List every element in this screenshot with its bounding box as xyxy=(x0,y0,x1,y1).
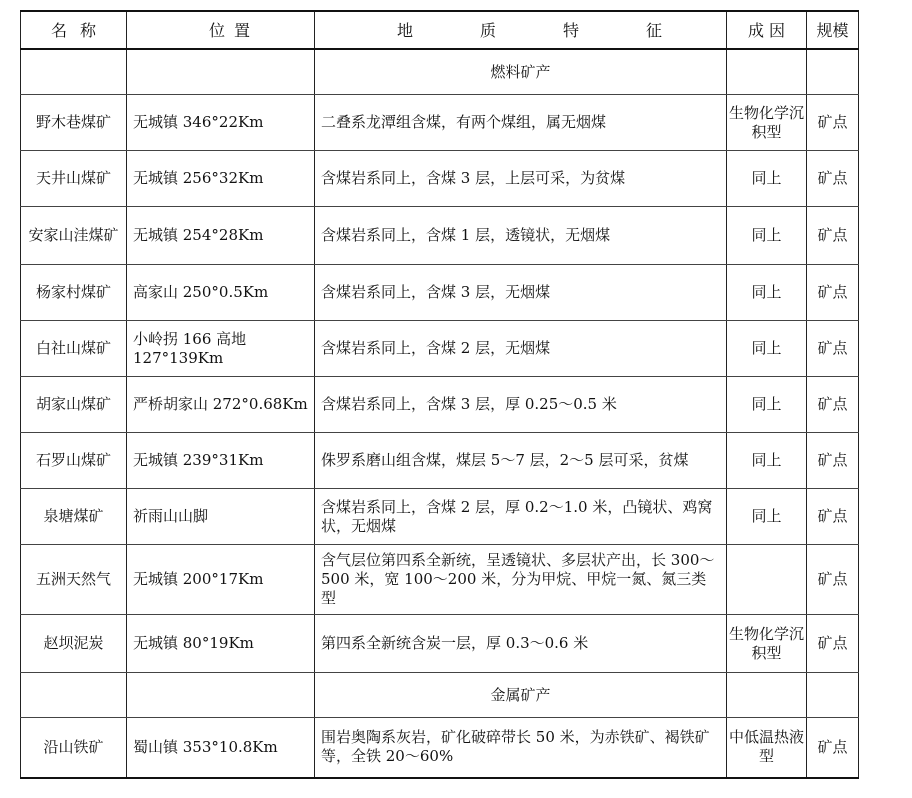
cell-name: 杨家村煤矿 xyxy=(21,265,127,321)
cell-cause: 中低温热液型 xyxy=(727,718,807,778)
cell-name: 天井山煤矿 xyxy=(21,151,127,207)
cell-features: 侏罗系磨山组含煤，煤层 5～7 层，2～5 层可采，贫煤 xyxy=(315,433,727,489)
cell-features: 含煤岩系同上，含煤 1 层，透镜状，无烟煤 xyxy=(315,207,727,265)
cell-position: 高家山 250°0.5Km xyxy=(127,265,315,321)
cell-features: 含煤岩系同上，含煤 2 层，厚 0.2～1.0 米，凸镜状、鸡窝状，无烟煤 xyxy=(315,489,727,545)
table-row xyxy=(21,615,859,673)
cell-features: 含煤岩系同上，含煤 2 层，无烟煤 xyxy=(315,321,727,377)
cell-position: 无城镇 346°22Km xyxy=(127,95,315,151)
header-scale: 规模 xyxy=(807,11,859,49)
cell-features: 含煤岩系同上，含煤 3 层，无烟煤 xyxy=(315,265,727,321)
section-header-fuel xyxy=(21,49,859,95)
cell-features: 第四系全新统含炭一层，厚 0.3～0.6 米 xyxy=(315,615,727,673)
cell-scale: 矿点 xyxy=(807,207,859,265)
table-row xyxy=(21,207,859,265)
cell-cause: 同上 xyxy=(727,489,807,545)
cell-scale: 矿点 xyxy=(807,433,859,489)
cell-scale: 矿点 xyxy=(807,321,859,377)
cell-name: 安家山洼煤矿 xyxy=(21,207,127,265)
header-cause: 成 因 xyxy=(727,11,807,49)
cell-cause: 同上 xyxy=(727,265,807,321)
cell-features: 围岩奥陶系灰岩，矿化破碎带长 50 米，为赤铁矿、褐铁矿等，全铁 20～60% xyxy=(315,718,727,778)
table-row xyxy=(21,433,859,489)
table-row xyxy=(21,265,859,321)
cell-position: 无城镇 254°28Km xyxy=(127,207,315,265)
cell-features: 含煤岩系同上，含煤 3 层，厚 0.25～0.5 米 xyxy=(315,377,727,433)
cell-scale: 矿点 xyxy=(807,151,859,207)
header-position: 位 置 xyxy=(127,11,315,49)
mineral-table xyxy=(20,10,859,779)
cell-scale: 矿点 xyxy=(807,718,859,778)
cell-cause: 同上 xyxy=(727,321,807,377)
cell-cause xyxy=(727,545,807,615)
cell-cause: 生物化学沉积型 xyxy=(727,615,807,673)
cell-position: 严桥胡家山 272°0.68Km xyxy=(127,377,315,433)
cell-scale: 矿点 xyxy=(807,615,859,673)
cell-position: 无城镇 239°31Km xyxy=(127,433,315,489)
header-row xyxy=(21,11,859,49)
cell-position: 无城镇 200°17Km xyxy=(127,545,315,615)
table-row xyxy=(21,718,859,778)
cell-name: 白社山煤矿 xyxy=(21,321,127,377)
table-row xyxy=(21,489,859,545)
cell-position: 无城镇 256°32Km xyxy=(127,151,315,207)
section-title: 金属矿产 xyxy=(315,673,727,718)
cell-cause: 生物化学沉积型 xyxy=(727,95,807,151)
cell-cause: 同上 xyxy=(727,377,807,433)
cell-scale: 矿点 xyxy=(807,377,859,433)
cell-cause: 同上 xyxy=(727,207,807,265)
cell-name: 石罗山煤矿 xyxy=(21,433,127,489)
table-row xyxy=(21,377,859,433)
cell-name: 泉塘煤矿 xyxy=(21,489,127,545)
cell-name: 五洲天然气 xyxy=(21,545,127,615)
cell-position: 无城镇 80°19Km xyxy=(127,615,315,673)
cell-name: 赵坝泥炭 xyxy=(21,615,127,673)
cell-features: 二叠系龙潭组含煤，有两个煤组，属无烟煤 xyxy=(315,95,727,151)
section-title: 燃料矿产 xyxy=(315,49,727,95)
table-row xyxy=(21,545,859,615)
cell-name: 胡家山煤矿 xyxy=(21,377,127,433)
cell-scale: 矿点 xyxy=(807,265,859,321)
header-features: 地 质 特 征 xyxy=(315,11,727,49)
cell-cause: 同上 xyxy=(727,433,807,489)
table-row xyxy=(21,321,859,377)
table-row xyxy=(21,95,859,151)
cell-position: 祈雨山山脚 xyxy=(127,489,315,545)
cell-features: 含煤岩系同上，含煤 3 层，上层可采，为贫煤 xyxy=(315,151,727,207)
cell-position: 蜀山镇 353°10.8Km xyxy=(127,718,315,778)
section-header-metal xyxy=(21,673,859,718)
header-name: 名 称 xyxy=(21,11,127,49)
cell-scale: 矿点 xyxy=(807,489,859,545)
cell-scale: 矿点 xyxy=(807,545,859,615)
cell-features: 含气层位第四系全新统，呈透镜状、多层状产出，长 300～500 米，宽 100～200 米，分为甲烷、甲烷一氮、氮三类型 xyxy=(315,545,727,615)
cell-cause: 同上 xyxy=(727,151,807,207)
table-row xyxy=(21,151,859,207)
cell-name: 野木巷煤矿 xyxy=(21,95,127,151)
cell-name: 沿山铁矿 xyxy=(21,718,127,778)
cell-position: 小岭拐 166 高地 127°139Km xyxy=(127,321,315,377)
cell-scale: 矿点 xyxy=(807,95,859,151)
